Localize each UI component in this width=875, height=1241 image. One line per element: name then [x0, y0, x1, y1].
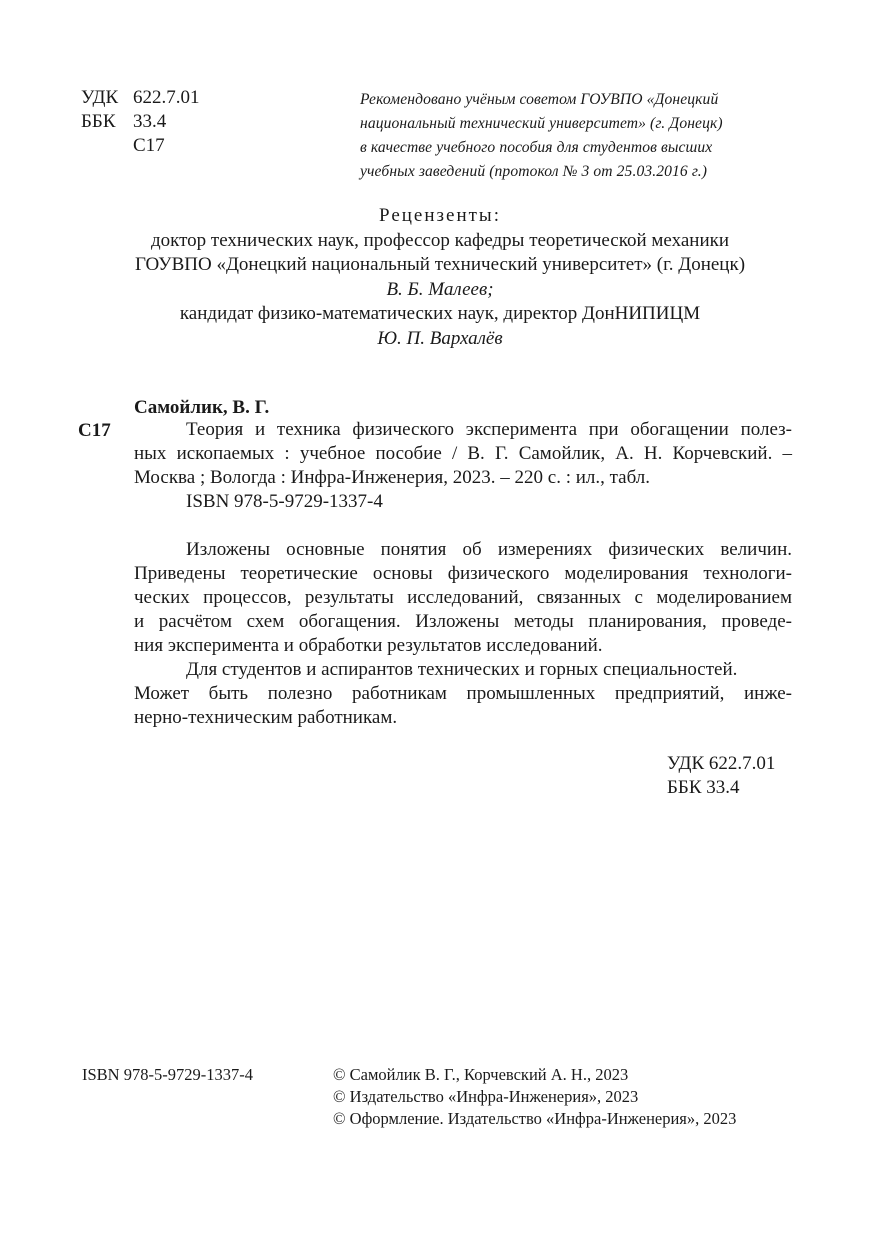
copyright-line: © Самойлик В. Г., Корчевский А. Н., 2023 [333, 1065, 629, 1084]
recommendation-line: учебных заведений (протокол № 3 от 25.03.2016 г.) [360, 163, 708, 180]
udk-bottom: УДК 622.7.01 [667, 753, 776, 774]
biblio-line: Москва ; Вологда : Инфра-Инженерия, 2023. – 220 с. : ил., табл. [134, 467, 651, 488]
author-mark-row [81, 134, 200, 158]
annotation-line: Может быть полезно работникам промышленных предприятий, инже- [134, 683, 792, 704]
biblio-line: ных ископаемых : учебное пособие / В. Г. Самойлик, А. Н. Корчевский. – [134, 443, 792, 464]
recommendation-line: национальный технический университет» (г. Донецк) [360, 115, 723, 132]
copyright-line: © Издательство «Инфра-Инженерия», 2023 [333, 1087, 639, 1106]
reviewers-block [60, 204, 820, 351]
author-mark: С17 [133, 135, 165, 156]
reviewer1-affiliation: ГОУВПО «Донецкий национальный технический университет» (г. Донецк) [134, 254, 746, 275]
author-code: С17 [78, 420, 111, 441]
classification-block [81, 86, 200, 158]
recommendation-note [360, 88, 800, 184]
annotation-line: Приведены теоретические основы физического моделирования технологи- [134, 563, 792, 584]
copyright-line: © Оформление. Издательство «Инфра-Инженерия», 2023 [333, 1109, 737, 1128]
copyright-block [333, 1064, 736, 1130]
footer-isbn: ISBN 978-5-9729-1337-4 [82, 1065, 253, 1084]
reviewer1-name: В. Б. Малеев; [386, 278, 494, 300]
annotation-line: нерно-техническим работникам. [134, 707, 398, 728]
annotation-line: и расчётом схем обогащения. Изложены методы планирования, проведе- [134, 611, 792, 632]
bbk-label: ББК [81, 111, 116, 132]
bbk-bottom: ББК 33.4 [667, 777, 740, 798]
book-author: Самойлик, В. Г. [134, 397, 270, 418]
biblio-isbn: ISBN 978-5-9729-1337-4 [186, 491, 383, 512]
bibliographic-description [134, 418, 792, 514]
recommendation-line: Рекомендовано учёным советом ГОУВПО «Донецкий [360, 91, 719, 108]
annotation-line: Для студентов и аспирантов технических и горных специальностей. [186, 659, 738, 680]
reviewers-heading: Рецензенты: [379, 205, 501, 226]
annotation-line: ческих процессов, результаты исследований, связанных с моделированием [134, 587, 792, 608]
udk-label: УДК [81, 87, 119, 108]
udk-bottom-block [667, 752, 775, 800]
annotation-line: Изложены основные понятия об измерениях физических величин. [186, 539, 792, 560]
annotation-line: ния эксперимента и обработки результатов исследований. [134, 635, 603, 656]
reviewer2-name: Ю. П. Вархалёв [377, 327, 503, 349]
reviewer2-position: кандидат физико-математических наук, директор ДонНИПИЦМ [179, 303, 701, 324]
bbk-row [81, 110, 200, 134]
reviewer1-position: доктор технических наук, профессор кафедры теоретической механики [150, 229, 730, 251]
annotation [134, 538, 792, 730]
udk-row [81, 86, 200, 110]
biblio-line: Теория и техника физического эксперимента при обогащении полез- [186, 419, 792, 440]
recommendation-line: в качестве учебного пособия для студентов высших [360, 139, 713, 156]
udk-value: 622.7.01 [133, 87, 200, 108]
bbk-value: 33.4 [133, 111, 167, 132]
